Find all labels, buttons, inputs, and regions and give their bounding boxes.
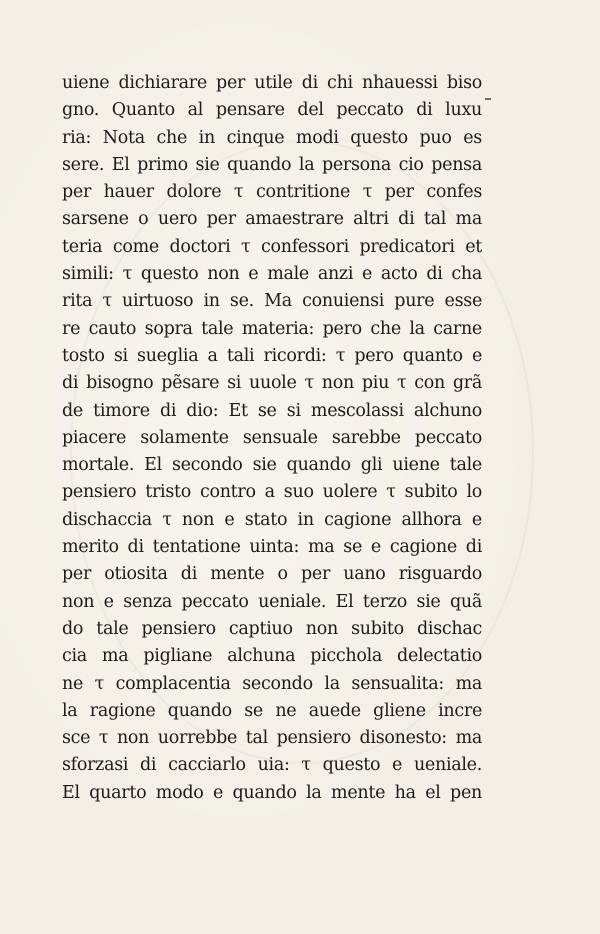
- text-line: la ragione quando se ne auede gliene incre: [62, 700, 482, 721]
- text-line: sere. El primo sie quando la persona cio pensa: [62, 154, 482, 175]
- text-line: re cauto sopra tale materia: pero che la carne: [62, 318, 482, 339]
- text-line: do tale pensiero captiuo non subito dischac: [62, 618, 482, 639]
- text-line: non e senza peccato ueniale. El terzo sie quã: [62, 591, 482, 612]
- text-line: per otiosita di mente o per uano risguardo: [62, 564, 482, 585]
- margin-mark: [485, 98, 491, 100]
- page-text: [62, 70, 482, 807]
- text-line: per hauer dolore τ contritione τ per confes: [62, 182, 482, 203]
- text-line: cia ma pigliane alchuna picchola delectatio: [62, 646, 482, 667]
- text-line: sarsene o uero per amaestrare altri di tal ma: [62, 209, 482, 230]
- text-line: dischaccia τ non e stato in cagione allhora e: [62, 509, 482, 530]
- text-line: pensiero tristo contro a suo uolere τ subito lo: [62, 482, 482, 503]
- text-line: simili: τ questo non e male anzi e acto di cha: [62, 264, 482, 285]
- text-line: merito di tentatione uinta: ma se e cagione di: [62, 537, 482, 558]
- text-line: uiene dichiarare per utile di chi nhauessi biso: [62, 73, 482, 93]
- text-line: sforzasi di cacciarlo uia: τ questo e ueniale.: [62, 755, 482, 776]
- text-line: gno. Quanto al pensare del peccato di luxu: [62, 100, 482, 121]
- text-line: di bisogno pẽsare si uuole τ non piu τ con grã: [62, 373, 482, 394]
- text-line: teria come doctori τ confessori predicatori et: [62, 236, 482, 257]
- text-line: de timore di dio: Et se si mescolassi alchuno: [62, 400, 482, 421]
- text-line: rita τ uirtuoso in se. Ma conuiensi pure esse: [62, 291, 482, 312]
- text-line: piacere solamente sensuale sarebbe peccato: [62, 427, 482, 448]
- text-line: ria: Nota che in cinque modi questo puo es: [62, 127, 482, 148]
- text-line: sce τ non uorrebbe tal pensiero disonesto: ma: [62, 728, 482, 749]
- text-line: tosto si sueglia a tali ricordi: τ pero quanto e: [62, 345, 482, 366]
- text-line: El quarto modo e quando la mente ha el pen: [62, 782, 482, 803]
- text-line: mortale. El secondo sie quando gli uiene tale: [62, 455, 482, 476]
- text-line: ne τ complacentia secondo la sensualita: ma: [62, 673, 482, 694]
